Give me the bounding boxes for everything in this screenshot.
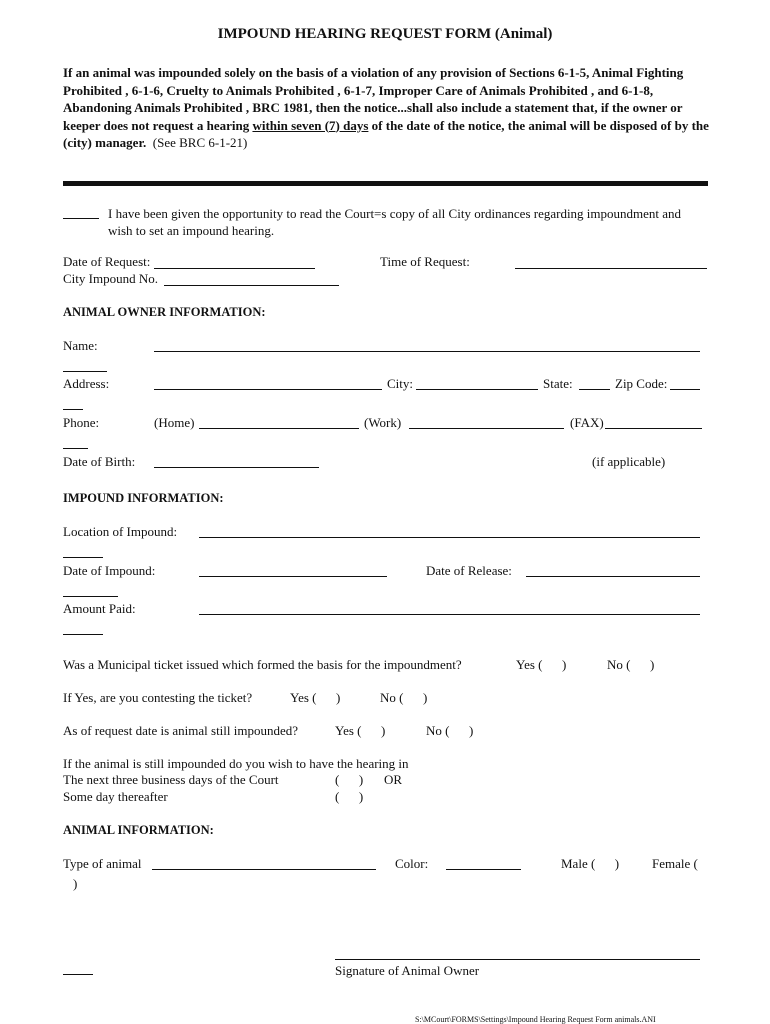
intro-text-2: of the date of the notice, the animal will be disposed of by the (city) manager. — [63, 117, 709, 150]
zip-code-label: Zip Code: — [615, 376, 668, 391]
footer-file-path: S:\MCourt\FORMS\Settings\Impound Hearing Request Form animals.ANI — [415, 1015, 656, 1024]
female-checkbox[interactable]: Female ( — [652, 856, 698, 871]
signature-line[interactable] — [335, 959, 700, 960]
form-title: IMPOUND HEARING REQUEST FORM (Animal) — [217, 26, 553, 42]
or-label: OR — [384, 772, 403, 787]
hearing-option-later: Some day thereafter — [63, 789, 168, 804]
city-label: City: — [387, 376, 414, 391]
ticket-issued-yes[interactable]: Yes ( ) — [516, 657, 567, 672]
date-of-release-label: Date of Release: — [426, 563, 512, 578]
animal-info-heading: ANIMAL INFORMATION: — [63, 823, 214, 837]
hearing-option-2-checkbox[interactable]: ( ) — [335, 789, 364, 804]
type-of-animal-field[interactable] — [152, 869, 376, 870]
impound-info-heading: IMPOUND INFORMATION: — [63, 491, 224, 505]
if-applicable-note: (if applicable) — [592, 454, 666, 469]
time-of-request-label: Time of Request: — [380, 254, 470, 269]
name-field[interactable] — [154, 351, 700, 352]
contesting-ticket-yes[interactable]: Yes ( ) — [290, 690, 341, 705]
ticket-issued-question: Was a Municipal ticket issued which formed the basis for the impoundment? — [63, 657, 462, 672]
amount-stub-line — [63, 634, 103, 635]
still-impounded-no[interactable]: No ( ) — [426, 723, 474, 738]
date-of-release-field[interactable] — [526, 576, 700, 577]
still-impounded-question: As of request date is animal still impounded? — [63, 723, 299, 738]
fax-label: (FAX) — [570, 415, 604, 430]
acknowledgement-text: I have been given the opportunity to read the Court=s copy of all City ordinances regarding impoundment and wish to set an impound hearing. — [108, 206, 682, 238]
intro-reference: (See BRC 6-1-21) — [152, 135, 248, 150]
intro-paragraph — [63, 64, 713, 152]
date-of-request-label: Date of Request: — [63, 254, 151, 269]
city-field[interactable] — [416, 389, 538, 390]
name-label: Name: — [63, 338, 98, 353]
amount-paid-field[interactable] — [199, 614, 700, 615]
contesting-ticket-no[interactable]: No ( ) — [380, 690, 428, 705]
date-of-request-field[interactable] — [154, 268, 315, 269]
phone-label: Phone: — [63, 415, 100, 430]
hearing-option-next-three-days: The next three business days of the Court — [63, 772, 279, 787]
ticket-issued-no[interactable]: No ( ) — [607, 657, 655, 672]
location-of-impound-field[interactable] — [199, 537, 700, 538]
location-of-impound-label: Location of Impound: — [63, 524, 178, 539]
female-checkbox-close: ) — [73, 876, 78, 891]
date-of-birth-field[interactable] — [154, 467, 319, 468]
zip-code-field[interactable] — [670, 389, 700, 390]
intro-text-1: If an animal was impounded solely on the basis of a violation of any provision of Sections 6-1-5, Animal Fighting Prohibited , 6-1-6, Cruelty to Animals Prohibited , 6-1-7, Improper Care of Animals Prohibited , and 6-1-8, Abandoning Animals Prohibited , BRC 1981, then the notice...shall also include a statement that, if the owner or keeper does not request a hearing — [63, 65, 684, 133]
section-divider — [63, 181, 708, 186]
fax-field[interactable] — [605, 428, 702, 429]
time-of-request-field[interactable] — [515, 268, 707, 269]
intro-deadline: within seven (7) days — [252, 117, 369, 133]
contesting-ticket-question: If Yes, are you contesting the ticket? — [63, 690, 253, 705]
state-field[interactable] — [579, 389, 610, 390]
work-phone-label: (Work) — [364, 415, 402, 430]
home-phone-field[interactable] — [199, 428, 359, 429]
amount-paid-label: Amount Paid: — [63, 601, 136, 616]
phone-stub-line — [63, 448, 88, 449]
color-field[interactable] — [446, 869, 521, 870]
city-impound-no-field[interactable] — [164, 285, 339, 286]
location-stub-line — [63, 557, 103, 558]
signature-label: Signature of Animal Owner — [335, 963, 480, 978]
owner-info-heading: ANIMAL OWNER INFORMATION: — [63, 305, 266, 319]
work-phone-field[interactable] — [409, 428, 564, 429]
name-stub-line — [63, 371, 107, 372]
address-stub-line — [63, 409, 83, 410]
male-checkbox[interactable]: Male ( ) — [561, 856, 620, 871]
date-of-impound-label: Date of Impound: — [63, 563, 156, 578]
date-of-impound-field[interactable] — [199, 576, 387, 577]
hearing-option-1-checkbox[interactable]: ( ) — [335, 772, 364, 787]
address-label: Address: — [63, 376, 110, 391]
still-impounded-yes[interactable]: Yes ( ) — [335, 723, 386, 738]
state-label: State: — [543, 376, 573, 391]
hearing-timing-intro: If the animal is still impounded do you wish to have the hearing in — [63, 756, 409, 771]
impound-date-stub-line — [63, 596, 118, 597]
color-label: Color: — [395, 856, 429, 871]
home-phone-label: (Home) — [154, 415, 195, 430]
signature-stub-line — [63, 974, 93, 975]
type-of-animal-label: Type of animal — [63, 856, 142, 871]
acknowledgement-initial-blank[interactable] — [63, 218, 99, 219]
city-impound-no-label: City Impound No. — [63, 271, 158, 286]
address-field[interactable] — [154, 389, 382, 390]
date-of-birth-label: Date of Birth: — [63, 454, 136, 469]
